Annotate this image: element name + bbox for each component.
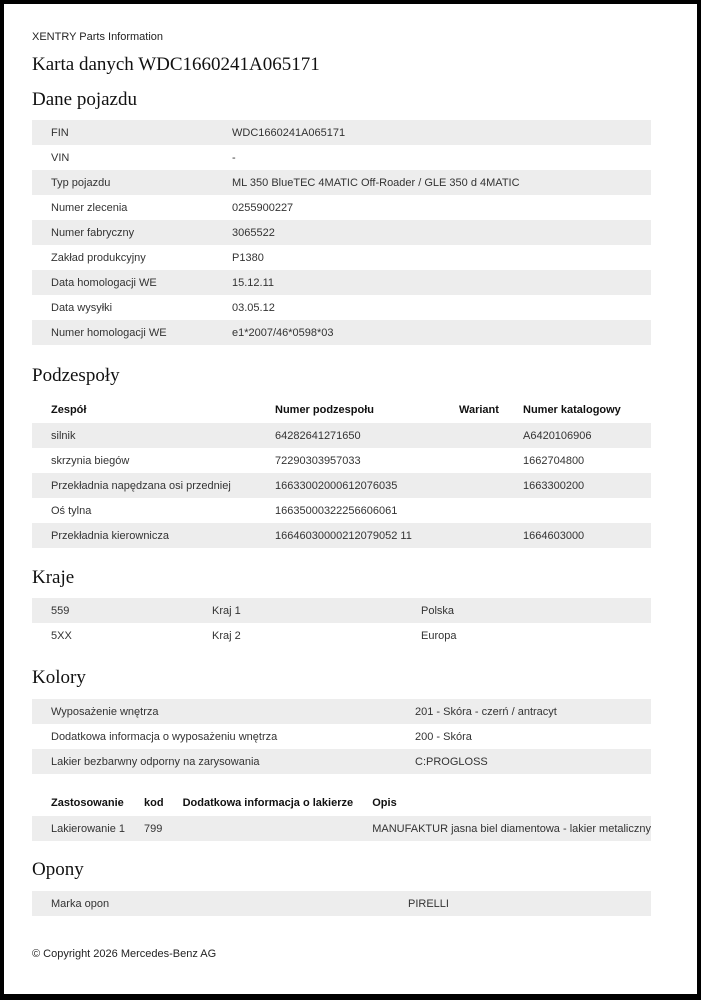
component-row (32, 498, 651, 523)
tire-row-cell: PIRELLI (389, 891, 651, 916)
country-row-cell: Polska (402, 598, 651, 623)
vehicle-row (32, 120, 651, 145)
document-title: Karta danych WDC1660241A065171 (32, 54, 320, 75)
copyright-footer: © Copyright 2026 Mercedes-Benz AG (32, 948, 217, 960)
components-header-row (32, 397, 651, 423)
color-row-cell: Dodatkowa informacja o wyposażeniu wnętrza (51, 730, 278, 743)
vehicle-row-cell: 0255900227 (232, 201, 294, 214)
components-header-row-cell: Wariant (459, 404, 499, 416)
vehicle-row-cell: 15.12.11 (213, 270, 651, 295)
component-row (32, 523, 651, 548)
component-row-cell: 1663300200 (504, 473, 651, 498)
component-row-cell: A6420106906 (504, 423, 651, 448)
vehicle-row-cell: ML 350 BlueTEC 4MATIC Off-Roader / GLE 350 d 4MATIC (213, 170, 651, 195)
vehicle-row-cell: - (232, 151, 236, 164)
vehicle-row (32, 170, 651, 195)
component-row-cell: 1664603000 (504, 523, 651, 548)
vehicle-row-cell: Data wysyłki (51, 301, 113, 314)
component-row-cell: skrzynia biegów (51, 454, 130, 467)
vehicle-row-cell: 03.05.12 (232, 301, 275, 314)
vehicle-row-cell: 3065522 (213, 220, 651, 245)
components-header-row-cell: Zespół (51, 404, 87, 416)
vehicle-row (32, 245, 651, 270)
vehicle-row-cell: Numer homologacji WE (32, 320, 213, 345)
paint-header-row-cell: Zastosowanie (51, 797, 124, 809)
section-title-countries: Kraje (32, 567, 75, 588)
tire-row (32, 891, 651, 916)
country-row-cell: 559 (32, 598, 193, 623)
section-title-components: Podzespoły (32, 365, 120, 386)
section-title-tires: Opony (32, 859, 84, 880)
components-header-row-cell: Numer katalogowy (523, 404, 621, 416)
vehicle-row (32, 270, 651, 295)
paint-table (32, 790, 651, 841)
component-row (32, 473, 651, 498)
component-row-cell: Przekładnia napędzana osi przedniej (32, 473, 256, 498)
country-row (32, 623, 651, 648)
vehicle-row-cell: Numer fabryczny (32, 220, 213, 245)
paint-row-cell: 799 (125, 816, 164, 841)
component-row-cell (440, 523, 504, 548)
country-row (32, 598, 651, 623)
component-row-cell (440, 423, 504, 448)
section-title-colors: Kolory (32, 667, 86, 688)
colors-table (32, 699, 651, 774)
vehicle-table (32, 120, 651, 345)
component-row-cell (440, 473, 504, 498)
paint-header-row-cell: kod (144, 797, 164, 809)
component-row-cell: 1662704800 (523, 454, 585, 467)
component-row-cell: 72290303957033 (275, 454, 361, 467)
vehicle-row-cell: e1*2007/46*0598*03 (213, 320, 651, 345)
app-title: XENTRY Parts Information (32, 31, 164, 43)
color-row (32, 724, 651, 749)
component-row-cell: Oś tylna (51, 504, 92, 517)
component-row-cell: 64282641271650 (256, 423, 440, 448)
component-row-cell: silnik (32, 423, 256, 448)
components-table (32, 397, 651, 548)
components-header-row-cell: Numer podzespołu (275, 404, 375, 416)
country-row-cell: Kraj 1 (193, 598, 402, 623)
vehicle-row-cell: P1380 (232, 251, 264, 264)
vehicle-row (32, 145, 651, 170)
color-row-cell: C:PROGLOSS (396, 749, 651, 774)
color-row (32, 749, 651, 774)
paint-row-cell (164, 816, 354, 841)
vehicle-row (32, 220, 651, 245)
country-row-cell: 5XX (51, 629, 72, 642)
color-row-cell: Lakier bezbarwny odporny na zarysowania (32, 749, 396, 774)
vehicle-row (32, 195, 651, 220)
vehicle-row-cell: FIN (32, 120, 213, 145)
vehicle-row-cell: Data homologacji WE (32, 270, 213, 295)
paint-header-row-cell: Opis (372, 797, 397, 809)
component-row-cell (440, 498, 504, 523)
component-row-cell (440, 448, 504, 473)
countries-table (32, 598, 651, 648)
vehicle-row-cell: Typ pojazdu (32, 170, 213, 195)
country-row-cell: Europa (421, 629, 457, 642)
component-row-cell: 16633002000612076035 (256, 473, 440, 498)
component-row-cell: 16646030000212079052 11 (256, 523, 440, 548)
tire-row-cell: Marka opon (32, 891, 389, 916)
component-row-cell: Przekładnia kierownicza (32, 523, 256, 548)
paint-row (32, 816, 651, 841)
component-row (32, 448, 651, 473)
component-row-cell: 16635000322256606061 (275, 504, 398, 517)
section-title-vehicle: Dane pojazdu (32, 89, 137, 110)
color-row (32, 699, 651, 724)
paint-header-row-cell: Dodatkowa informacja o lakierze (182, 797, 354, 809)
paint-row-cell: Lakierowanie 1 (32, 816, 125, 841)
paint-row-cell: MANUFAKTUR jasna biel diamentowa - lakier metaliczny (353, 816, 651, 841)
vehicle-row-cell: VIN (51, 151, 70, 164)
data-sheet (4, 4, 697, 994)
vehicle-row-cell: Numer zlecenia (51, 201, 128, 214)
vehicle-row-cell: WDC1660241A065171 (213, 120, 651, 145)
color-row-cell: 201 - Skóra - czerń / antracyt (396, 699, 651, 724)
paint-header-row (32, 790, 651, 816)
component-row-cell (504, 498, 651, 523)
vehicle-row-cell: Zakład produkcyjny (51, 251, 146, 264)
color-row-cell: Wyposażenie wnętrza (32, 699, 396, 724)
color-row-cell: 200 - Skóra (415, 730, 472, 743)
vehicle-row (32, 295, 651, 320)
tires-table (32, 891, 651, 916)
vehicle-row (32, 320, 651, 345)
component-row (32, 423, 651, 448)
country-row-cell: Kraj 2 (212, 629, 241, 642)
